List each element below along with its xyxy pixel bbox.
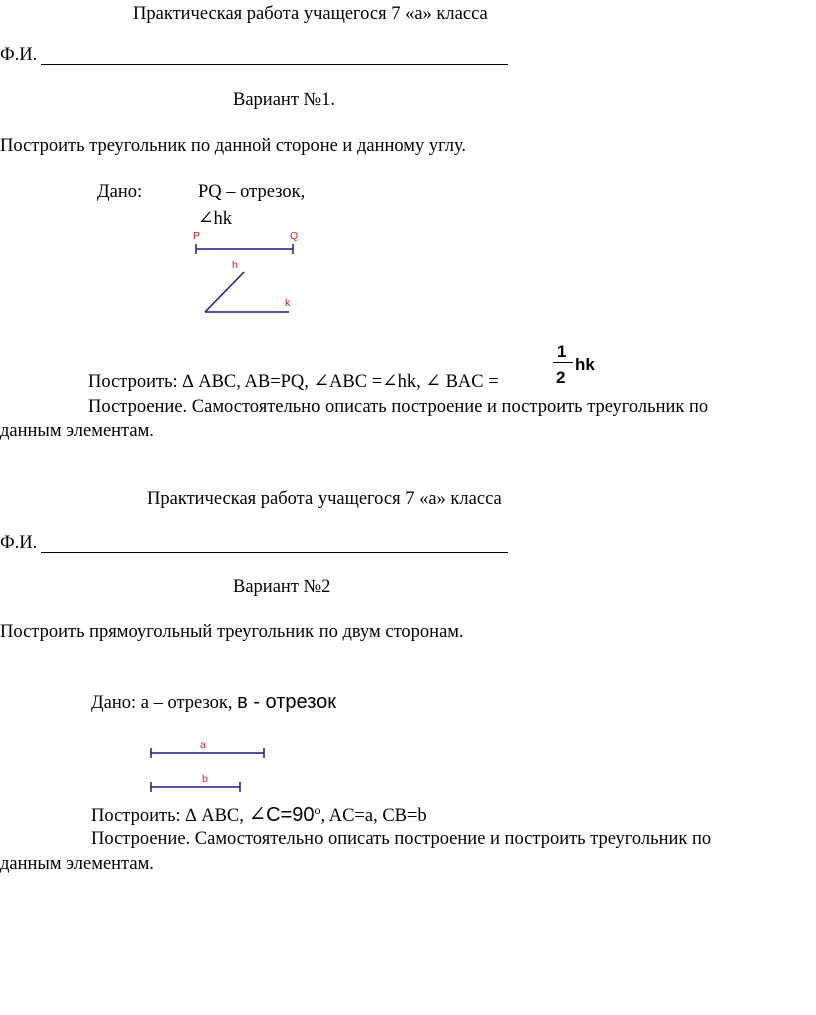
v1-build-prefix: Построить: ∆ ABC, AB=PQ,	[88, 372, 314, 392]
frac-hk: hk	[575, 355, 595, 374]
v1-build-bac: BAC =	[445, 372, 499, 392]
v2-given	[91, 692, 336, 713]
frac-numerator: 1	[557, 342, 567, 361]
angle-icon: ∠	[198, 209, 214, 229]
label-p: P	[193, 230, 201, 242]
frac-bar	[553, 362, 573, 363]
v1-given-label: Дано:	[97, 182, 143, 202]
v1-given-pq: PQ – отрезок,	[198, 182, 306, 202]
label-q: Q	[290, 230, 299, 242]
v2-build-rest: , AC=a, CB=b	[320, 806, 427, 827]
degree-sign: o	[314, 803, 321, 817]
v2-title: Практическая работа учащегося 7 «а» класса	[147, 489, 502, 509]
v1-construction-line2: данным элементам.	[0, 421, 154, 441]
angle-icon: ∠	[313, 372, 330, 392]
angle-icon: ∠	[382, 372, 398, 392]
v1-variant: Вариант №1.	[233, 90, 336, 110]
v2-build-c: C=90	[266, 804, 315, 827]
v1-build-hk: hk,	[397, 372, 421, 392]
v1-task: Построить треугольник по данной стороне и данному углу.	[0, 136, 467, 156]
v2-construction-line2: данным элементам.	[0, 854, 154, 874]
v1-angle-name: hk	[213, 209, 233, 229]
v2-construction-line1: Построение. Самостоятельно описать построение и построить треугольник по	[91, 829, 712, 849]
angle-icon: ∠	[248, 802, 267, 827]
angle-icon: ∠	[425, 372, 441, 392]
label-k: k	[285, 297, 291, 309]
v2-fio-label: Ф.И.	[0, 533, 38, 553]
v2-build-line	[91, 804, 427, 826]
v1-build-line	[88, 373, 499, 392]
ray-h	[205, 272, 244, 312]
v1-construction-line1: Построение. Самостоятельно описать построение и построить треугольник по	[88, 397, 709, 417]
v2-fio-blank	[41, 552, 508, 553]
v1-fio-label: Ф.И.	[0, 45, 38, 65]
v2-given-a: Дано: а – отрезок,	[91, 693, 238, 713]
v1-build-abc: ABC =	[329, 372, 383, 392]
frac-denominator: 2	[556, 368, 566, 387]
v2-variant: Вариант №2	[233, 577, 331, 597]
label-h: h	[232, 259, 238, 271]
v1-title: Практическая работа учащегося 7 «а» класса	[133, 4, 488, 24]
label-a: a	[200, 739, 206, 751]
v2-build-prefix: Построить: ∆ ABC,	[91, 806, 249, 827]
v2-task: Построить прямоугольный треугольник по двум сторонам.	[0, 622, 464, 642]
label-b: b	[202, 773, 208, 785]
v2-given-b: в - отрезок	[237, 691, 337, 713]
